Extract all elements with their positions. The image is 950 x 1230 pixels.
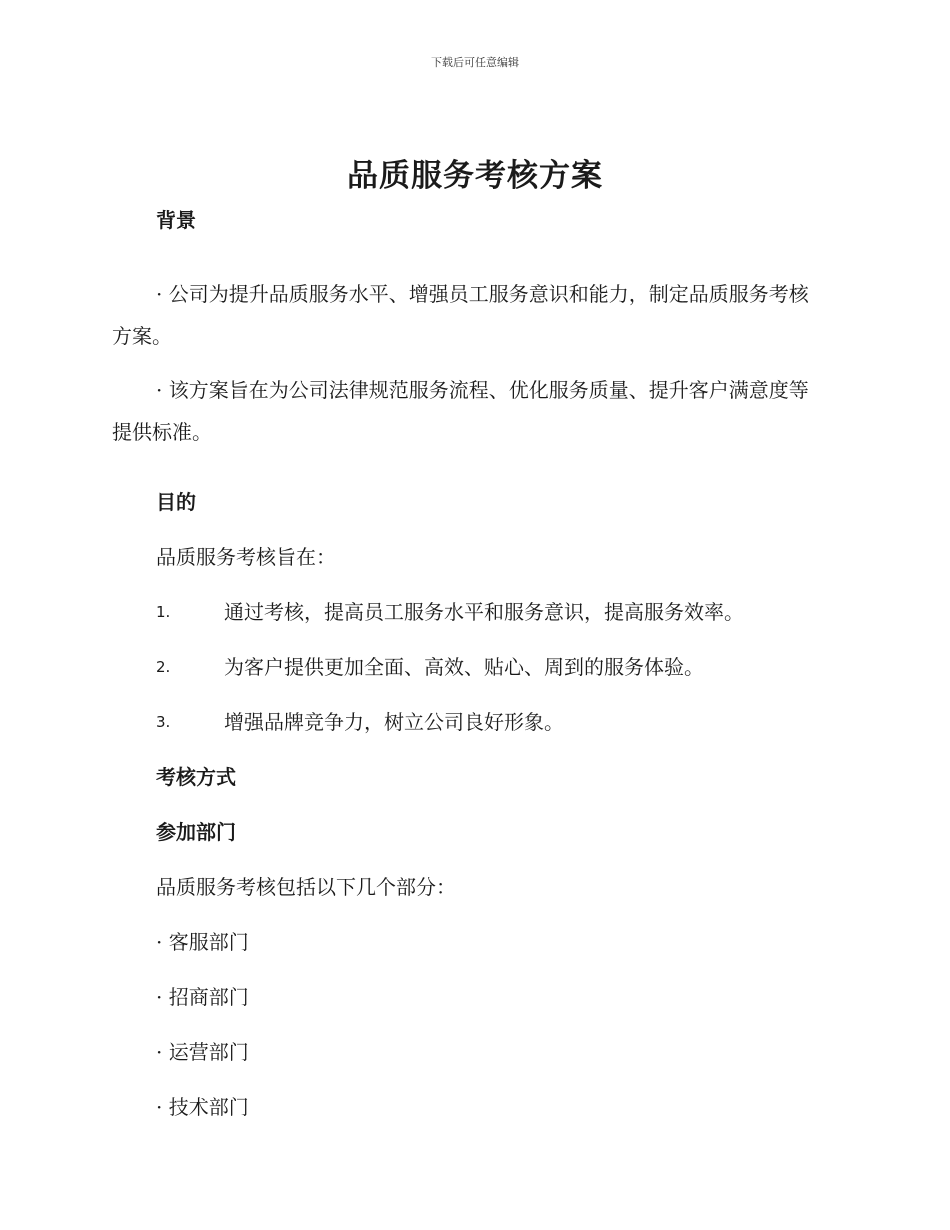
list-item-number: 3.: [156, 713, 171, 731]
department-item: · 技术部门: [156, 1095, 249, 1119]
departments-intro: 品质服务考核包括以下几个部分：: [156, 875, 456, 899]
section-heading-purpose: 目的: [156, 490, 196, 514]
purpose-intro: 品质服务考核旨在：: [156, 545, 336, 569]
list-item-number: 1.: [156, 603, 171, 621]
list-item-text: 增强品牌竞争力，树立公司良好形象。: [224, 710, 564, 734]
subsection-heading-departments: 参加部门: [156, 820, 236, 844]
list-item: [112, 707, 824, 737]
department-item: · 客服部门: [156, 930, 249, 954]
department-item: · 招商部门: [156, 985, 249, 1009]
department-item: · 运营部门: [156, 1040, 249, 1064]
list-item-text: 通过考核，提高员工服务水平和服务意识，提高服务效率。: [224, 600, 744, 624]
document-body: [112, 205, 824, 1122]
section-heading-background: 背景: [156, 208, 196, 232]
background-paragraph-2: · 该方案旨在为公司法律规范服务流程、优化服务质量、提升客户满意度等提供标准。: [112, 378, 809, 444]
list-item-text: 为客户提供更加全面、高效、贴心、周到的服务体验。: [224, 655, 704, 679]
document-title: 品质服务考核方案: [347, 158, 603, 194]
list-item-number: 2.: [156, 658, 171, 676]
header-note: 下载后可任意编辑: [431, 56, 519, 69]
section-heading-method: 考核方式: [156, 765, 236, 789]
background-paragraph-1: · 公司为提升品质服务水平、增强员工服务意识和能力，制定品质服务考核方案。: [112, 282, 809, 348]
list-item: [112, 597, 824, 627]
list-item: [112, 652, 824, 682]
